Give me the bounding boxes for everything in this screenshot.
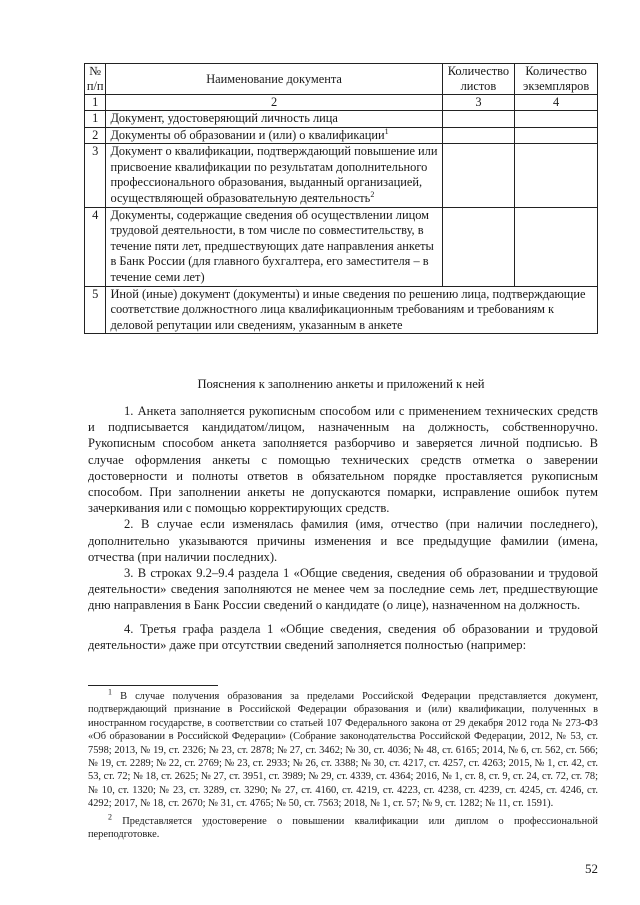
section-title: Пояснения к заполнению анкеты и приложений к ней — [197, 377, 485, 391]
header-name: Наименование документа — [106, 64, 442, 95]
row-sheets-cell — [442, 207, 515, 286]
header-num: № п/п — [85, 64, 106, 95]
table-header-row — [85, 64, 598, 95]
documents-table — [84, 63, 598, 334]
row-num: 3 — [85, 144, 106, 207]
row-copies-cell — [515, 127, 598, 144]
column-number-row — [85, 95, 598, 111]
footnote-ref: 2 — [370, 189, 375, 199]
footnote — [88, 687, 598, 811]
footnote-mark: 2 — [108, 812, 112, 822]
row-name-cell — [106, 144, 442, 207]
paragraph: 1. Анкета заполняется рукописным способом или с применением технических средств и подписывается кандидатом/лицом, назначенным на должность, собственноручно. Рукописным способом анкета заполняется разборчиво и заверяется личной подписью. В случае оформления анкеты с помощью технических средств отметка о заверении достоверности и полноты ответов в обязательном порядке проставляется рукописным способом. При заполнении анкеты не допускаются помарки, исправление ошибок путем зачеркивания или с помощью корректирующих средств. — [88, 404, 598, 516]
row-sheets-cell — [442, 144, 515, 207]
row-sheets-cell — [442, 127, 515, 144]
header-copies: Количество экземпляров — [515, 64, 598, 95]
column-number: 3 — [442, 95, 515, 111]
header-sheets: Количество листов — [442, 64, 515, 95]
footnote-divider — [88, 685, 218, 686]
footnote — [88, 812, 598, 842]
table-row — [85, 207, 598, 286]
row-copies-cell — [515, 144, 598, 207]
table-row — [85, 111, 598, 128]
row-num: 1 — [85, 111, 106, 128]
paragraph: 3. В строках 9.2–9.4 раздела 1 «Общие сведения, сведения об образовании и трудовой деятельности» сведения заполняются не менее чем за последние семь лет, предшествующие дню направления в Банк России сведений о кандидате (о лице), назначенном на должность. — [88, 566, 598, 613]
row-name: Документ о квалификации, подтверждающий повышение или присвоение квалификации по результатам дополнительного профессионального образования, выданный организацией, осуществляющей образовательную деятельность — [110, 144, 438, 205]
footnote-text: В случае получения образования за пределами Российской Федерации представляется документ, подтверждающий признание в Российской Федерации образования и (или) квалификации, полученных в иностранном государстве, в соответствии со статьей 107 Федерального закона от 29 декабря 2012 года № 273-ФЗ «Об образовании в Российской Федерации» (Собрание законодательства Российской Федерации, 2012, № 53, ст. 7598; 2013, № 19, ст. 2326; № 23, ст. 2878; № 27, ст. 3462; № 30, ст. 4036; № 48, ст. 6165; 2014, № 6, ст. 562, ст. 566; № 19, ст. 2289; № 22, ст. 2769; № 23, ст. 2933; № 26, ст. 3388; № 30, ст. 4217, ст. 4257, ст. 4263; 2015, № 1, ст. 42, ст. 53, ст. 72; № 18, ст. 2625; № 27, ст. 3951, ст. 3989; № 29, ст. 4339, ст. 4364; 2016, № 1, ст. 8, ст. 9, ст. 24, ст. 72, ст. 78; № 10, ст. 1320; № 23, ст. 3289, ст. 3290; № 27, ст. 4160, ст. 4219, ст. 4223, ст. 4238, ст. 4239, ст. 4245, ст. 4246, ст. 4292; 2017, № 18, ст. 2670; № 31, ст. 4765; № 50, ст. 7563; 2018, № 1, ст. 57; № 9, ст. 1282; № 11, ст. 1591). — [88, 691, 598, 810]
column-number: 1 — [85, 95, 106, 111]
row-name: Документы об образовании и (или) о квалификации — [110, 127, 385, 142]
footnote-ref: 1 — [384, 126, 389, 136]
row-copies-cell — [515, 207, 598, 286]
footnote-text: Представляется удостоверение о повышении квалификации или диплом о профессиональной переподготовке. — [88, 815, 598, 841]
row-name: Документы, содержащие сведения об осуществлении лицом трудовой деятельности, в том числе по совместительству, в течение пяти лет, предшествующих дате направления анкеты в Банк России (для главного бухгалтера, его заместителя – в течение семи лет) — [106, 207, 442, 286]
page-number: 52 — [585, 861, 598, 876]
row-num: 5 — [85, 286, 106, 334]
table-row — [85, 286, 598, 334]
row-name: Документ, удостоверяющий личность лица — [106, 111, 442, 128]
row-copies-cell — [515, 111, 598, 128]
row-num: 4 — [85, 207, 106, 286]
row-name: Иной (иные) документ (документы) и иные сведения по решению лица, подтверждающие соответствие должностного лица квалификационным требованиям и требованиям к деловой репутации или сведениям, указанным в анкете — [106, 286, 598, 334]
row-num: 2 — [85, 127, 106, 144]
paragraph: 2. В случае если изменялась фамилия (имя, отчество (при наличии последнего), дополнительно указываются причины изменения и все предыдущие фамилии (имена, отчества (при наличии последних). — [88, 517, 598, 564]
explanations-body — [88, 403, 598, 653]
footnote-mark: 1 — [108, 687, 112, 697]
row-sheets-cell — [442, 111, 515, 128]
table-row — [85, 127, 598, 144]
column-number: 2 — [106, 95, 442, 111]
footnotes — [88, 687, 598, 845]
table-row — [85, 144, 598, 207]
column-number: 4 — [515, 95, 598, 111]
row-name-cell — [106, 127, 442, 144]
paragraph: 4. Третья графа раздела 1 «Общие сведения, сведения об образовании и трудовой деятельности» даже при отсутствии сведений заполняется полностью (например: — [88, 621, 598, 652]
